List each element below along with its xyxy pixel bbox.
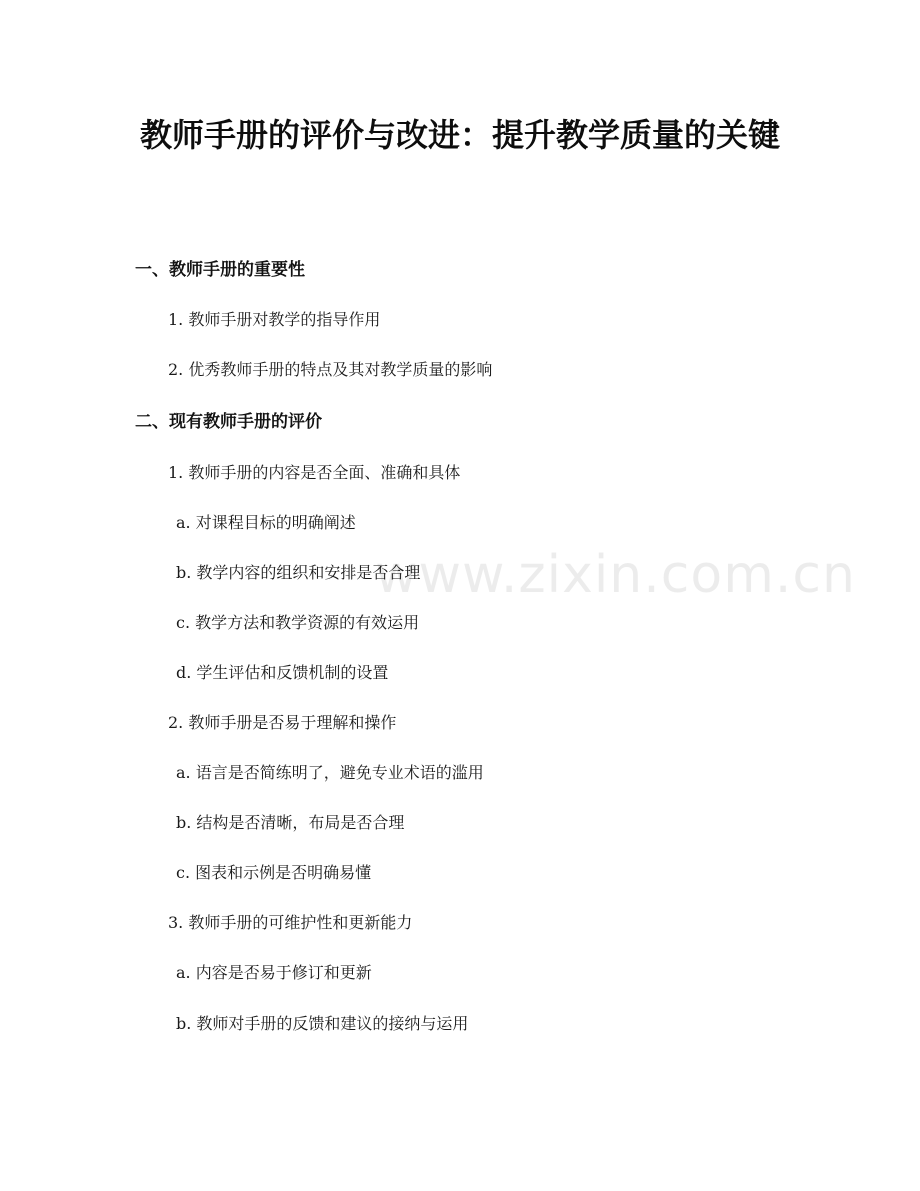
list-item: 1. 教师手册对教学的指导作用 xyxy=(168,310,381,329)
sub-list-item: b. 教学内容的组织和安排是否合理 xyxy=(176,563,421,582)
sub-list-item: b. 结构是否清晰，布局是否合理 xyxy=(176,813,405,832)
sub-list-item: a. 内容是否易于修订和更新 xyxy=(176,963,372,982)
sub-list-item: b. 教师对手册的反馈和建议的接纳与运用 xyxy=(176,1014,469,1033)
sub-list-item: c. 图表和示例是否明确易懂 xyxy=(176,863,372,882)
sub-list-item: c. 教学方法和教学资源的有效运用 xyxy=(176,613,420,632)
list-item: 3. 教师手册的可维护性和更新能力 xyxy=(168,913,413,932)
watermark: www.zixin.com.cn xyxy=(375,545,856,605)
sub-list-item: d. 学生评估和反馈机制的设置 xyxy=(176,663,389,682)
list-item: 1. 教师手册的内容是否全面、准确和具体 xyxy=(168,463,461,482)
section-heading-evaluation: 二、现有教师手册的评价 xyxy=(135,412,322,432)
sub-list-item: a. 对课程目标的明确阐述 xyxy=(176,513,356,532)
document-title: 教师手册的评价与改进：提升教学质量的关键 xyxy=(139,116,780,154)
sub-list-item: a. 语言是否简练明了，避免专业术语的滥用 xyxy=(176,763,484,782)
list-item: 2. 优秀教师手册的特点及其对教学质量的影响 xyxy=(168,360,493,379)
section-heading-importance: 一、教师手册的重要性 xyxy=(135,260,305,280)
list-item: 2. 教师手册是否易于理解和操作 xyxy=(168,713,397,732)
